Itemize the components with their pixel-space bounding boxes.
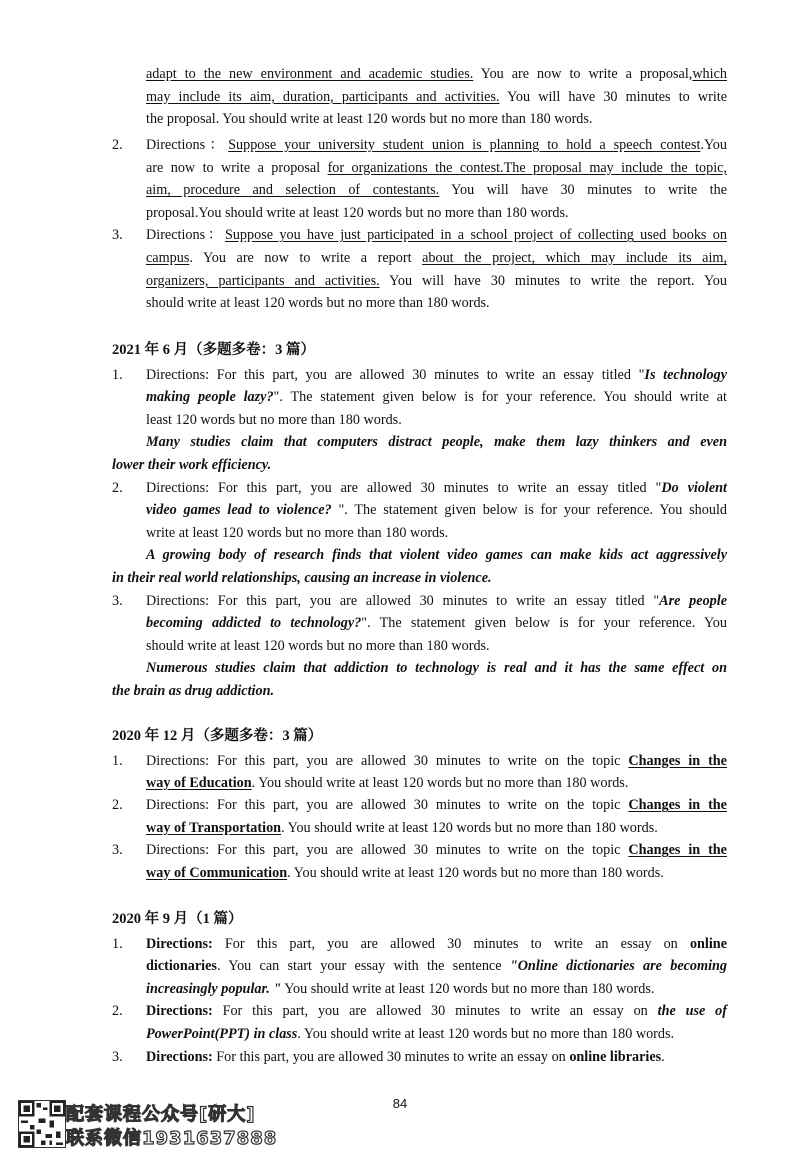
- text-span: are now to write a proposal: [146, 159, 328, 176]
- text-line: [0, 454, 800, 477]
- text-span: . You should write at least 120 words but no more than 180 words.: [297, 1025, 675, 1042]
- emphasized-text: Are people: [659, 592, 727, 609]
- text-span: the proposal. You should write at least 120 words but no more than 180 words.: [146, 111, 593, 128]
- list-item: [0, 1046, 800, 1069]
- text-line: [0, 612, 800, 635]
- continued-paragraph: [0, 63, 800, 131]
- item-number: 2.: [112, 1003, 123, 1020]
- text-span: Directions：: [146, 227, 225, 244]
- text-span: For this part, you are allowed 30 minutes to write an essay on: [212, 1048, 570, 1065]
- underlined-text: Changes in the: [628, 842, 727, 859]
- text-span: ". The statement given below is for your reference. You: [361, 615, 727, 632]
- section-heading: 2021 年 6 月（多题多卷：3 篇）: [112, 342, 315, 358]
- underlined-text: campus: [146, 249, 190, 266]
- text-span: should write at least 120 words but no more than 180 words.: [146, 637, 490, 654]
- item-number: 2.: [112, 137, 123, 153]
- text-span: ". The statement given below is for your reference. You should write at: [273, 389, 727, 406]
- text-span: You should write at least 120 words but no more than 180 words.: [281, 980, 655, 997]
- text-span: least 120 words but no more than 180 words.: [146, 411, 402, 428]
- section-heading: 2020 年 9 月（1 篇）: [112, 911, 243, 927]
- text-span: . You should write at least 120 words but no more than 180 words.: [251, 775, 629, 791]
- bold-text: online libraries: [569, 1048, 662, 1065]
- text-span: .You: [700, 137, 727, 153]
- underlined-text: Changes in the: [628, 752, 727, 769]
- qr-code-icon: [18, 1100, 66, 1148]
- underlined-text: way of Communication: [146, 864, 288, 881]
- item-number: 3.: [112, 227, 123, 244]
- emphasized-text: making people lazy?: [146, 389, 274, 406]
- list-item: [0, 933, 800, 1001]
- section-2020-september: [0, 908, 800, 1068]
- text-span: You are now to write a proposal,: [473, 66, 693, 82]
- text-line: [0, 680, 800, 703]
- text-span: You will have 30 minutes to write the: [439, 182, 727, 199]
- text-span: . You are now to write a report: [189, 249, 423, 266]
- emphasized-text: increasingly popular. ": [146, 980, 282, 997]
- text-span: Directions: For this part, you are allowed 30 minutes to write an essay titled ": [146, 366, 645, 383]
- emphasized-text: Do violent: [661, 479, 728, 496]
- section-2021-june: [0, 339, 800, 703]
- text-span: For this part, you are allowed 30 minutes to write an essay on: [212, 935, 690, 952]
- list-item: [0, 477, 800, 590]
- bold-text: online: [689, 935, 727, 952]
- text-line: [0, 499, 800, 522]
- bold-text: Directions:: [146, 1048, 213, 1065]
- list-item: [0, 224, 800, 314]
- emphasized-text: PowerPoint(PPT) in class: [146, 1025, 298, 1042]
- text-line: [0, 772, 800, 794]
- list-item: [0, 839, 800, 884]
- text-line: [0, 386, 800, 409]
- emphasized-text: "Online dictionaries are becoming: [509, 958, 727, 975]
- emphasized-text: the use of: [657, 1003, 727, 1020]
- text-span: For this part, you are allowed 30 minutes to write an essay on: [212, 1003, 658, 1020]
- item-number: 1.: [112, 752, 123, 769]
- underlined-text: may include its aim, duration, participants and activities.: [146, 88, 500, 105]
- text-line: [0, 63, 800, 86]
- text-line: [0, 292, 800, 315]
- underlined-text: adapt to the new environment and academic studies.: [146, 66, 474, 82]
- text-span: Directions: For this part, you are allowed 30 minutes to write an essay titled ": [146, 479, 662, 496]
- text-line: [0, 270, 800, 293]
- emphasized-text: Is technology: [644, 366, 727, 383]
- bold-text: Directions:: [146, 935, 213, 952]
- text-span: write at least 120 words but no more than 180 words.: [146, 524, 449, 541]
- text-line: [0, 635, 800, 658]
- text-line: [0, 157, 800, 180]
- item-number: 2.: [112, 797, 123, 814]
- text-span: You will have 30 minutes to write: [499, 88, 727, 105]
- bold-text: dictionaries: [146, 958, 217, 975]
- item-number: 1.: [112, 366, 123, 383]
- text-line: [0, 955, 800, 978]
- text-line: [0, 202, 800, 225]
- underlined-text: Suppose you have just participated in a school project of collecting used books on: [224, 227, 727, 244]
- text-line: [0, 247, 800, 270]
- section-heading: 2020 年 12 月（多题多卷：3 篇）: [112, 728, 323, 744]
- text-line: [0, 862, 800, 884]
- emphasized-text: becoming addicted to technology?: [146, 615, 362, 632]
- text-span: .: [661, 1048, 665, 1065]
- text-span: You will have 30 minutes to write the report. You: [379, 272, 727, 289]
- item-number: 2.: [112, 479, 123, 496]
- text-span: ". The statement given below is for your reference. You should: [331, 502, 727, 519]
- text-line: [0, 544, 800, 567]
- section-2021-12-items: [0, 134, 800, 315]
- item-number: 3.: [112, 592, 123, 609]
- bold-text: Directions:: [146, 1003, 213, 1020]
- emphasized-text: lower their work efficiency.: [112, 456, 272, 473]
- text-span: Directions: For this part, you are allowed 30 minutes to write an essay titled ": [146, 592, 660, 609]
- text-line: [0, 567, 800, 590]
- emphasized-text: A growing body of research finds that violent video games can make kids act aggressively: [146, 547, 727, 564]
- text-line: [0, 657, 800, 680]
- underlined-text: Suppose your university student union is planning to hold a speech contest: [228, 137, 701, 153]
- text-line: [0, 409, 800, 432]
- item-number: 3.: [112, 842, 123, 859]
- text-span: Directions: For this part, you are allowed 30 minutes to write on the topic: [146, 752, 629, 769]
- watermark-line-2: 联系微信1931637888: [66, 1128, 278, 1149]
- text-line: [0, 431, 800, 454]
- underlined-text: organizers, participants and activities.: [146, 272, 380, 289]
- list-item: [0, 750, 800, 795]
- text-line: [0, 522, 800, 545]
- list-item: [0, 794, 800, 839]
- item-number: 1.: [112, 935, 123, 952]
- text-line: [0, 1023, 800, 1046]
- text-line: [0, 817, 800, 839]
- text-line: [0, 179, 800, 202]
- list-item: [0, 134, 800, 224]
- emphasized-text: in their real world relationships, causing an increase in violence.: [112, 569, 492, 586]
- text-span: Directions: For this part, you are allowed 30 minutes to write on the topic: [146, 797, 629, 814]
- emphasized-text: Numerous studies claim that addiction to technology is real and it has the same effect on: [146, 660, 727, 677]
- underlined-text: Changes in the: [628, 797, 727, 814]
- underlined-text: for organizations the contest.The proposal may include the topic,: [327, 159, 727, 176]
- underlined-text: way of Education: [146, 775, 252, 791]
- text-span: proposal.You should write at least 120 words but no more than 180 words.: [146, 204, 569, 221]
- text-span: . You can start your essay with the sentence: [216, 958, 510, 975]
- text-span: Directions: For this part, you are allowed 30 minutes to write on the topic: [146, 842, 629, 859]
- text-span: Directions：: [146, 137, 229, 153]
- underlined-text: aim, procedure and selection of contestants.: [146, 182, 440, 199]
- page-number: 84: [392, 1096, 408, 1111]
- watermark-line-1: 配套课程公众号[研大]: [66, 1104, 256, 1125]
- list-item: [0, 1000, 800, 1045]
- emphasized-text: the brain as drug addiction.: [112, 682, 275, 699]
- text-line: [0, 86, 800, 109]
- underlined-text: about the project, which may include its aim,: [422, 249, 727, 266]
- text-line: [0, 108, 800, 131]
- emphasized-text: Many studies claim that computers distract people, make them lazy thinkers and even: [146, 434, 727, 451]
- list-item: [0, 364, 800, 477]
- item-number: 3.: [112, 1048, 123, 1065]
- text-span: . You should write at least 120 words but no more than 180 words.: [281, 819, 658, 836]
- text-span: should write at least 120 words but no more than 180 words.: [146, 295, 490, 312]
- section-2020-december: [0, 725, 800, 884]
- emphasized-text: video games lead to violence?: [146, 502, 332, 519]
- text-span: . You should write at least 120 words but no more than 180 words.: [287, 864, 664, 881]
- text-line: [0, 978, 800, 1001]
- underlined-text: way of Transportation: [146, 819, 282, 836]
- list-item: [0, 590, 800, 703]
- underlined-text: which: [692, 66, 727, 82]
